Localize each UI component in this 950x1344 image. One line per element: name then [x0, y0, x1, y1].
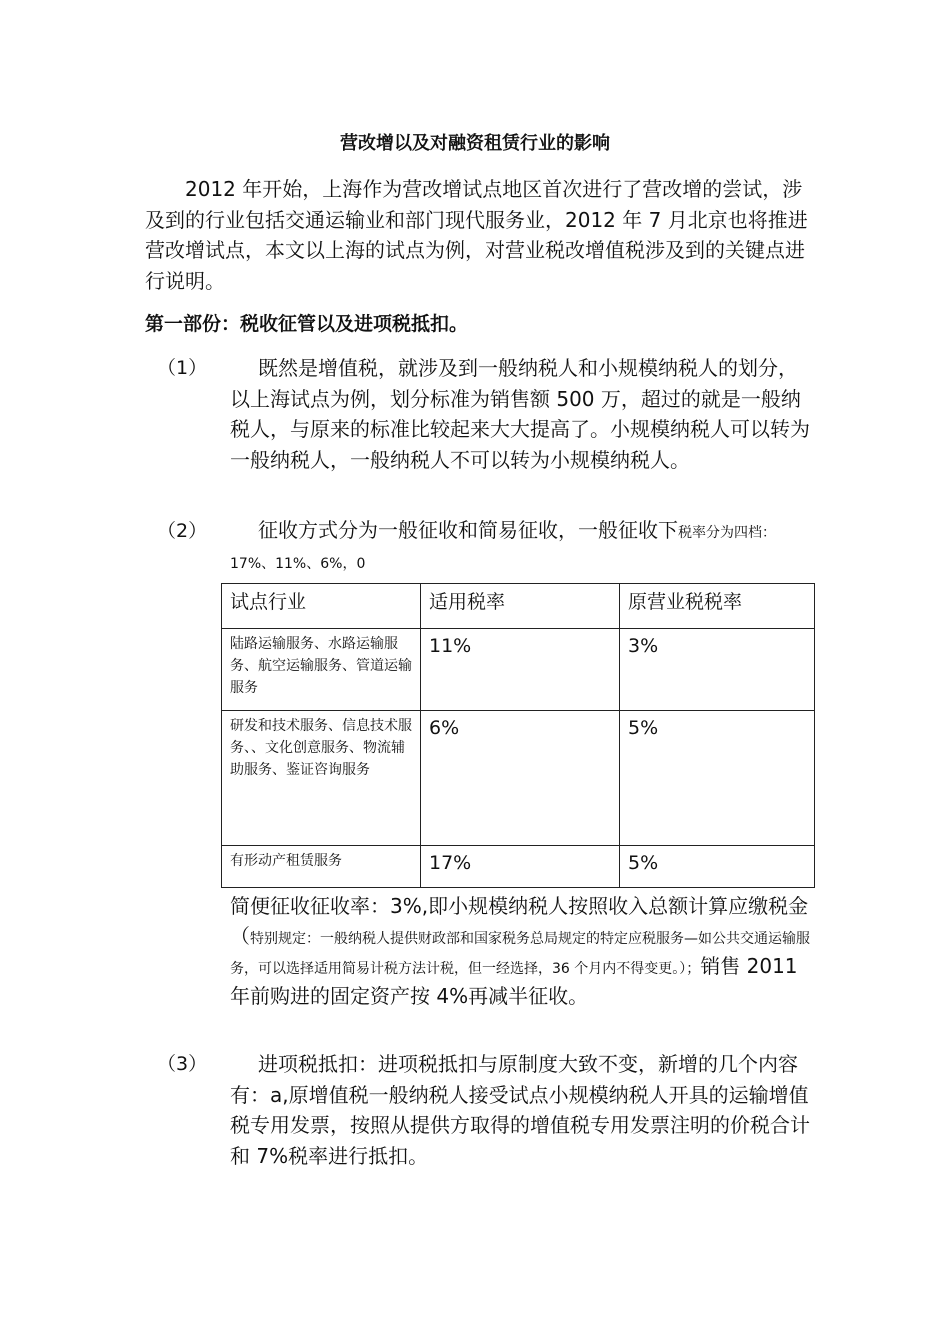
table-row [222, 711, 815, 846]
table-row [222, 629, 815, 711]
table-cell: 有形动产租赁服务 [222, 846, 421, 888]
table-cell: 5% [620, 711, 815, 846]
table-cell: 6% [421, 711, 620, 846]
table-cell: 11% [421, 629, 620, 711]
item-paragraph: 既然是增值税，就涉及到一般纳税人和小规模纳税人的划分，以上海试点为例，划分标准为销售额 500 万，超过的就是一般纳税人，与原来的标准比较起来大大提高了。小规模纳税人可以转为一般纳税人，一般纳税人不可以转为小规模纳税人。 [230, 356, 810, 472]
document-title: 营改增以及对融资租赁行业的影响 [340, 133, 610, 154]
table-row [222, 846, 815, 888]
table-header-cell: 原营业税税率 [620, 584, 815, 629]
item-number: （1） [157, 357, 208, 379]
item-number: （2） [157, 520, 208, 542]
simple-levy-paragraph [230, 891, 812, 1011]
simple-levy-text-2: 销售 2011 年前购进的固定资产按 4%再减半征收。 [230, 954, 798, 1008]
item-number: （3） [157, 1053, 208, 1075]
table-cell: 研发和技术服务、信息技术服务、、文化创意服务、物流辅助服务、鉴证咨询服务 [222, 711, 421, 846]
table-cell: 3% [620, 629, 815, 711]
table-cell: 17% [421, 846, 620, 888]
table-header-cell: 试点行业 [222, 584, 421, 629]
table-cell: 5% [620, 846, 815, 888]
table-header-cell: 适用税率 [421, 584, 620, 629]
table-cell: 陆路运输服务、水路运输服务、航空运输服务、管道运输服务 [222, 629, 421, 711]
intro-paragraph: 2012 年开始，上海作为营改增试点地区首次进行了营改增的尝试，涉及到的行业包括交通运输业和部门现代服务业，2012 年 7 月北京也将推进营改增试点，本文以上海的试点为例，对营业税改增值税涉及到的关键点进行说明。 [145, 177, 808, 293]
item-text-small: 税率分为四档：17%、11%、6%，0 [230, 525, 776, 572]
rate-table [221, 583, 815, 888]
simple-levy-text: 简便征收征收率：3%,即小规模纳税人按照收入总额计算应缴税金（ [230, 894, 809, 948]
item-text: 征收方式分为一般征收和简易征收，一般征收下 [258, 518, 678, 542]
item-paragraph: 进项税抵扣：进项税抵扣与原制度大致不变，新增的几个内容有：a,原增值税一般纳税人接受试点小规模纳税人开具的运输增值税专用发票，按照从提供方取得的增值税专用发票注明的价税合计和 7%税率进行抵扣。 [230, 1052, 810, 1168]
section-heading: 第一部份：税收征管以及进项税抵扣。 [145, 313, 469, 335]
table-header-row [222, 584, 815, 629]
simple-levy-note: 特别规定：一般纳税人提供财政部和国家税务总局规定的特定应税服务—如公共交通运输服务，可以选择适用简易计税方法计税，但一经选择，36 个月内不得变更。）； [230, 931, 810, 977]
item-paragraph [230, 516, 810, 578]
